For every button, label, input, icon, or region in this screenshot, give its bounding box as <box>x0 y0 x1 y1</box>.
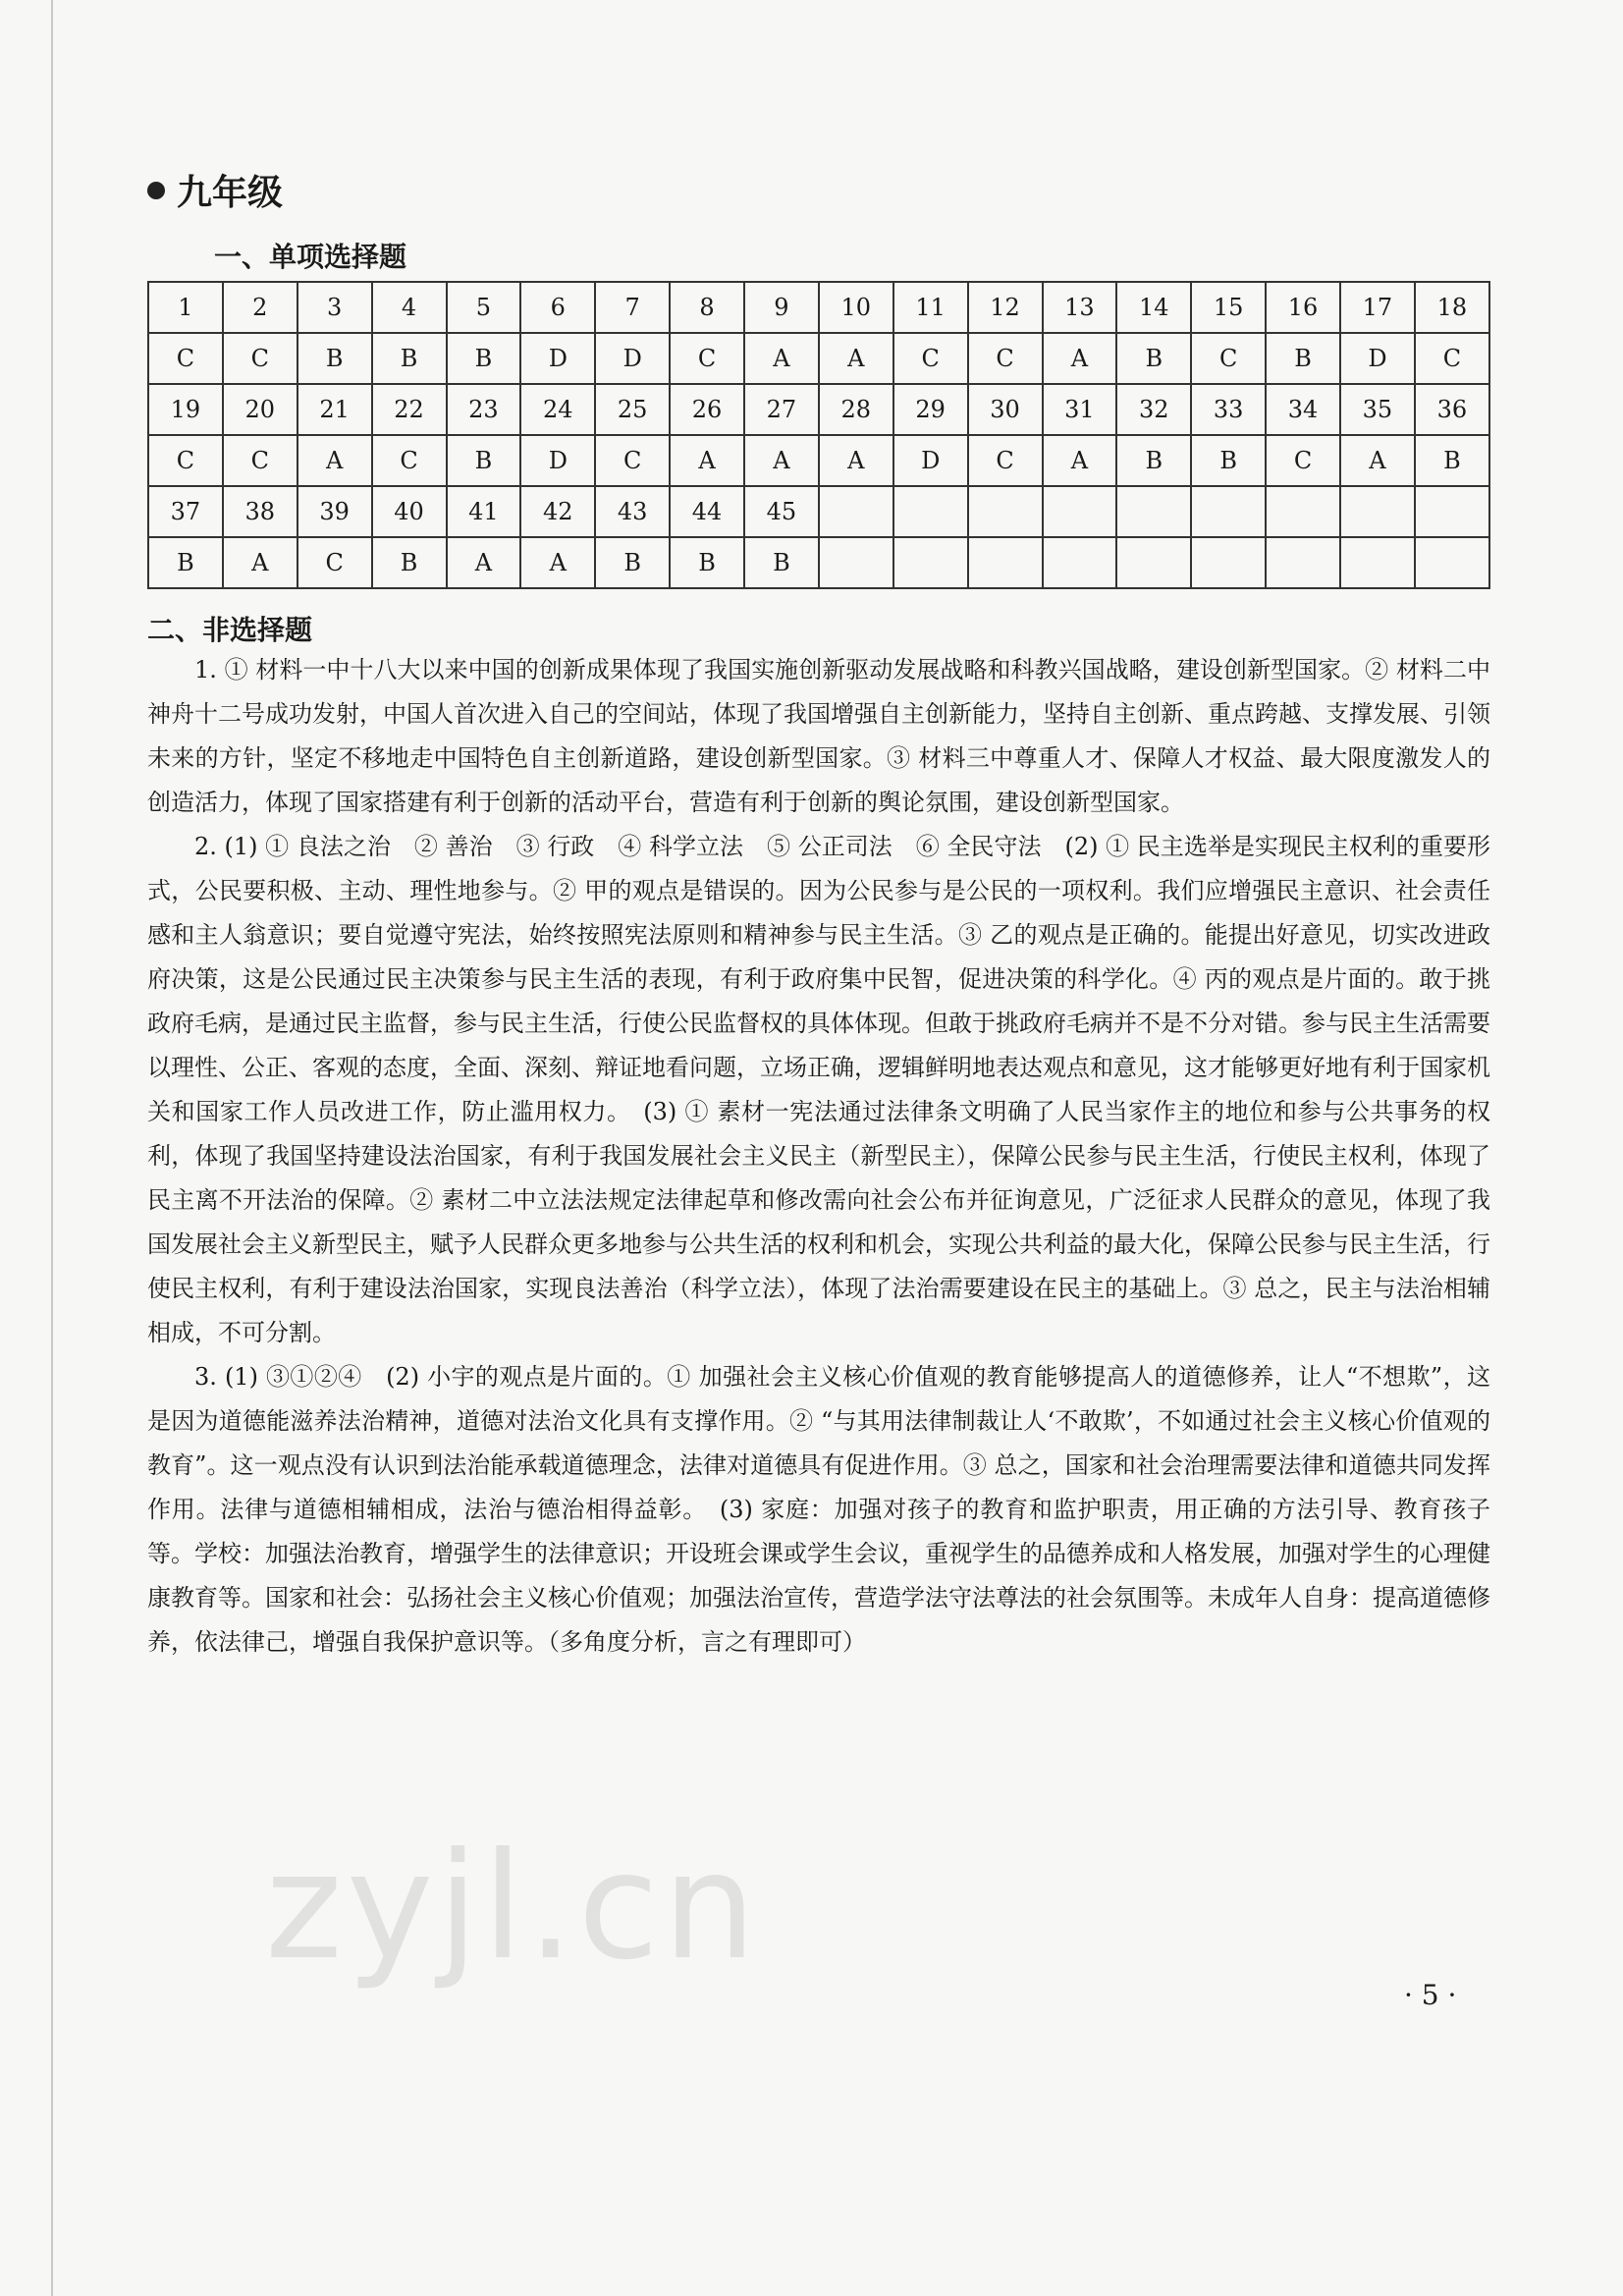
watermark: zyjl.cn <box>265 1822 761 1993</box>
answer-table <box>147 281 1490 589</box>
answer-cell <box>968 537 1043 588</box>
question-number-cell: 22 <box>372 384 447 435</box>
question-number-cell: 36 <box>1415 384 1489 435</box>
answer-cell: C <box>670 333 744 384</box>
answer-cell: C <box>968 333 1043 384</box>
answer-cell: B <box>1191 435 1266 486</box>
question-number-cell <box>1116 486 1191 537</box>
answer-cell: C <box>298 537 372 588</box>
answer-cell: C <box>148 435 223 486</box>
answer-cell: C <box>372 435 447 486</box>
question-number-cell: 18 <box>1415 282 1489 333</box>
question-number-cell: 7 <box>595 282 670 333</box>
answer-cell: B <box>447 333 521 384</box>
answer-cell: A <box>520 537 595 588</box>
answer-cell: A <box>447 537 521 588</box>
question-number-cell: 26 <box>670 384 744 435</box>
answer-cell: C <box>1415 333 1489 384</box>
question-number-cell: 34 <box>1266 384 1340 435</box>
answer-cell: B <box>148 537 223 588</box>
question-number-cell: 16 <box>1266 282 1340 333</box>
question-number-cell <box>1266 486 1340 537</box>
answer-cell: B <box>595 537 670 588</box>
question-number-cell: 4 <box>372 282 447 333</box>
answer-cell: C <box>968 435 1043 486</box>
question-number-cell: 6 <box>520 282 595 333</box>
answer-cell: A <box>298 435 372 486</box>
question-number-cell: 8 <box>670 282 744 333</box>
answer-paragraph-3: 3. (1) ③①②④ (2) 小宇的观点是片面的。① 加强社会主义核心价值观的教育能够提高人的道德修养，让人“不想欺”，这是因为道德能滋养法治精神，道德对法治文化具有支撑作用。② “与其用法律制裁让人‘不敢欺’，不如通过社会主义核心价值观的教育”。这一观点没有认识到法治能承载道德理念，法律对道德具有促进作用。③ 总之，国家和社会治理需要法律和道德共同发挥作用。法律与道德相辅相成，法治与德治相得益彰。 (3) 家庭：加强对孩子的教育和监护职责，用正确的方法引导、教育孩子等。学校：加强法治教育，增强学生的法律意识；开设班会课或学生会议，重视学生的品德养成和人格发展，加强对学生的心理健康教育等。国家和社会：弘扬社会主义核心价值观；加强法治宣传，营造学法守法尊法的社会氛围等。未成年人自身：提高道德修养，依法律己，增强自我保护意识等。（多角度分析，言之有理即可） <box>147 1363 1490 1656</box>
answer-cell <box>1116 537 1191 588</box>
question-number-cell: 19 <box>148 384 223 435</box>
question-number-cell: 42 <box>520 486 595 537</box>
question-number-cell: 27 <box>744 384 819 435</box>
grade-heading <box>147 165 283 215</box>
question-number-cell: 24 <box>520 384 595 435</box>
question-number-cell: 39 <box>298 486 372 537</box>
answer-paragraph-1: 1. ① 材料一中十八大以来中国的创新成果体现了我国实施创新驱动发展战略和科教兴国战略，建设创新型国家。② 材料二中神舟十二号成功发射，中国人首次进入自己的空间站，体现了我国增强自主创新能力，坚持自主创新、重点跨越、支撑发展、引领未来的方针，坚定不移地走中国特色自主创新道路，建设创新型国家。③ 材料三中尊重人才、保障人才权益、最大限度激发人的创造活力，体现了国家搭建有利于创新的活动平台，营造有利于创新的舆论氛围，建设创新型国家。 <box>147 656 1490 816</box>
grade-title: 九年级 <box>177 173 284 213</box>
answer-cell <box>1266 537 1340 588</box>
question-number-cell: 23 <box>447 384 521 435</box>
question-number-cell: 2 <box>223 282 298 333</box>
question-number-cell: 5 <box>447 282 521 333</box>
question-number-row <box>148 384 1489 435</box>
answer-cell <box>819 537 893 588</box>
question-number-cell: 1 <box>148 282 223 333</box>
question-number-cell: 32 <box>1116 384 1191 435</box>
page-number: · 5 · <box>1404 1979 1457 2011</box>
answer-paragraph-2: 2. (1) ① 良法之治 ② 善治 ③ 行政 ④ 科学立法 ⑤ 公正司法 ⑥ 全民守法 (2) ① 民主选举是实现民主权利的重要形式，公民要积极、主动、理性地参与。② 甲的观点是错误的。因为公民参与是公民的一项权利。我们应增强民主意识、社会责任感和主人翁意识；要自觉遵守宪法，始终按照宪法原则和精神参与民主生活。③ 乙的观点是正确的。能提出好意见，切实改进政府决策，这是公民通过民主决策参与民主生活的表现，有利于政府集中民智，促进决策的科学化。④ 丙的观点是片面的。敢于挑政府毛病，是通过民主监督，参与民主生活，行使公民监督权的具体体现。但敢于挑政府毛病并不是不分对错。参与民主生活需要以理性、公正、客观的态度，全面、深刻、辩证地看问题，立场正确，逻辑鲜明地表达观点和意见，这才能够更好地有利于国家机关和国家工作人员改进工作，防止滥用权力。 (3) ① 素材一宪法通过法律条文明确了人民当家作主的地位和参与公共事务的权利，体现了我国坚持建设法治国家，有利于我国发展社会主义民主（新型民主），保障公民参与民主生活，行使民主权利，体现了民主离不开法治的保障。② 素材二中立法法规定法律起草和修改需向社会公布并征询意见，广泛征求人民群众的意见，体现了我国发展社会主义新型民主，赋予人民群众更多地参与公共生活的权利和机会，实现公共利益的最大化，保障公民参与民主生活，行使民主权利，有利于建设法治国家，实现良法善治（科学立法），体现了法治需要建设在民主的基础上。③ 总之，民主与法治相辅相成，不可分割。 <box>147 833 1490 1346</box>
answer-cell: B <box>1415 435 1489 486</box>
answer-cell <box>1340 537 1415 588</box>
answer-cell: B <box>1116 333 1191 384</box>
answer-cell: A <box>819 333 893 384</box>
question-number-cell: 44 <box>670 486 744 537</box>
question-number-cell: 3 <box>298 282 372 333</box>
answer-cell: A <box>819 435 893 486</box>
question-number-cell: 45 <box>744 486 819 537</box>
question-number-cell <box>1340 486 1415 537</box>
question-number-cell <box>893 486 968 537</box>
question-number-cell: 20 <box>223 384 298 435</box>
question-number-cell: 29 <box>893 384 968 435</box>
question-number-cell: 21 <box>298 384 372 435</box>
question-number-cell: 25 <box>595 384 670 435</box>
answer-cell: C <box>223 333 298 384</box>
answer-cell <box>893 537 968 588</box>
question-number-cell: 40 <box>372 486 447 537</box>
question-number-cell <box>1043 486 1117 537</box>
answer-cell: C <box>1266 435 1340 486</box>
answer-cell: A <box>223 537 298 588</box>
answer-cell: B <box>447 435 521 486</box>
answer-cell: A <box>670 435 744 486</box>
answer-cell: A <box>744 435 819 486</box>
answer-cell: C <box>1191 333 1266 384</box>
question-number-cell: 41 <box>447 486 521 537</box>
question-number-cell: 9 <box>744 282 819 333</box>
answer-cell: C <box>595 435 670 486</box>
answer-row <box>148 333 1489 384</box>
bullet-dot-icon <box>147 182 165 199</box>
question-number-cell: 43 <box>595 486 670 537</box>
question-number-cell <box>819 486 893 537</box>
question-number-cell: 12 <box>968 282 1043 333</box>
question-number-cell: 10 <box>819 282 893 333</box>
section-non-choice-title: 二、非选择题 <box>147 614 313 646</box>
section-single-choice-title: 一、单项选择题 <box>214 241 407 273</box>
question-number-row <box>148 486 1489 537</box>
answer-row <box>148 435 1489 486</box>
question-number-cell: 15 <box>1191 282 1266 333</box>
question-number-cell: 11 <box>893 282 968 333</box>
answer-cell: B <box>1266 333 1340 384</box>
answer-row <box>148 537 1489 588</box>
question-number-cell: 30 <box>968 384 1043 435</box>
answer-cell: C <box>893 333 968 384</box>
question-number-cell <box>968 486 1043 537</box>
question-number-row <box>148 282 1489 333</box>
question-number-cell: 17 <box>1340 282 1415 333</box>
answer-cell: A <box>744 333 819 384</box>
answer-cell <box>1191 537 1266 588</box>
answer-cell: B <box>372 333 447 384</box>
answer-cell: A <box>1340 435 1415 486</box>
question-number-cell: 35 <box>1340 384 1415 435</box>
answer-cell: D <box>595 333 670 384</box>
answer-cell: B <box>298 333 372 384</box>
answer-body <box>147 648 1490 1665</box>
answer-cell: D <box>520 435 595 486</box>
page-edge <box>51 0 53 2296</box>
question-number-cell: 28 <box>819 384 893 435</box>
answer-cell: A <box>1043 333 1117 384</box>
question-number-cell: 38 <box>223 486 298 537</box>
question-number-cell <box>1415 486 1489 537</box>
answer-cell <box>1415 537 1489 588</box>
answer-cell: D <box>1340 333 1415 384</box>
question-number-cell: 33 <box>1191 384 1266 435</box>
answer-cell: A <box>1043 435 1117 486</box>
answer-cell: B <box>372 537 447 588</box>
question-number-cell: 37 <box>148 486 223 537</box>
answer-cell: B <box>744 537 819 588</box>
answer-cell: B <box>670 537 744 588</box>
answer-cell: C <box>223 435 298 486</box>
question-number-cell: 31 <box>1043 384 1117 435</box>
answer-cell: B <box>1116 435 1191 486</box>
answer-cell: D <box>893 435 968 486</box>
question-number-cell: 14 <box>1116 282 1191 333</box>
answer-cell <box>1043 537 1117 588</box>
question-number-cell <box>1191 486 1266 537</box>
answer-cell: D <box>520 333 595 384</box>
answer-table-body <box>148 282 1489 588</box>
question-number-cell: 13 <box>1043 282 1117 333</box>
answer-cell: C <box>148 333 223 384</box>
